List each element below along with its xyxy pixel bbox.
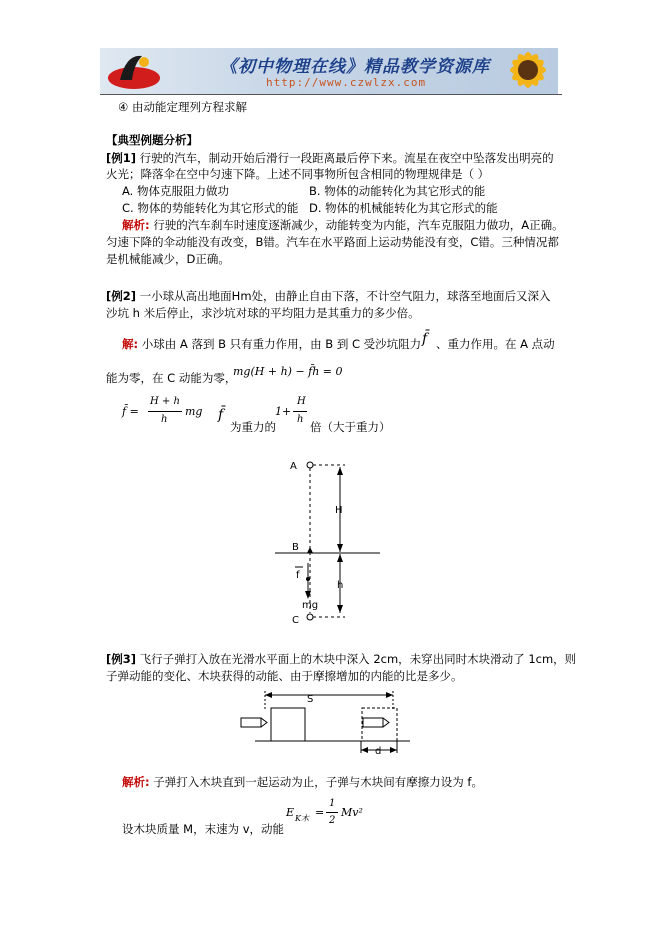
ex1-analysis-line2: 匀速下降的伞动能没有改变，B错。汽车在水平路面上运动势能没有变，C错。三种情况都 [106,235,559,249]
eq2-mg: mg [185,405,203,418]
fig-label-b: B [292,542,299,553]
energy-equation: mg(H + h) − f̄h = 0 [233,365,343,378]
ex3-label: [例3] [106,652,137,666]
ex1-analysis-line3: 是机械能减少，D正确。 [106,252,230,266]
fig-label-d: d [375,746,382,757]
section-title: 【典型例题分析】 [106,133,198,147]
ex1-question-line1: [例1] 行驶的汽车，制动开始后滑行一段距离最后停下来。流星在夜空中坠落发出明亮的 [106,151,554,165]
fraction-bar [326,812,338,813]
ex2-solution-line2: 能为零，在 C 动能为零， [106,371,237,385]
ex1-analysis-line1: 解析: 行驶的汽车刹车时速度逐渐减少，动能转变为内能，汽车克服阻力做功，A正确。 [122,218,564,232]
fig-label-c: C [292,615,299,625]
ratio-denominator: h [297,414,304,425]
ex1-question-line2: 火光；降落伞在空中匀速下降。上述不同事物所包含相同的物理规律是（ ） [106,167,490,181]
intro-item: ④ 由动能定理列方程求解 [118,100,247,114]
ratio-tail: 倍（大于重力） [310,420,391,434]
fraction-bar [148,411,182,412]
eq2-denominator: h [161,414,168,425]
banner-url[interactable]: http://www.czwlzx.com [266,76,427,89]
ke-eq-numerator: 1 [329,798,336,809]
banner-title: 《初中物理在线》精品教学资源库 [220,57,490,77]
fraction-bar [293,411,307,412]
ex3-analysis-line2: 设木块质量 M，末速为 v，动能 [122,822,285,836]
ke-eq-tail: Mv² [341,806,363,819]
ratio-numerator: H [297,396,306,407]
fig-label-f: f [296,570,300,581]
ex1-option-b: B. 物体的动能转化为其它形式的能 [309,184,486,198]
eq2-lhs: f̄ = [122,405,139,418]
ex1-label: [例1] [106,151,137,165]
fbar-symbol: f̄ [422,331,428,347]
eq2-numerator: H + h [150,396,180,407]
falling-ball-figure [270,455,390,625]
ex2-label: [例2] [106,289,137,303]
header-banner [100,48,558,94]
ex2-question-line2: 沙坑 h 米后停止，求沙坑对球的平均阻力是其重力的多少倍。 [106,306,420,320]
banner-divider [100,94,562,95]
fig-label-h-lower: h [337,580,344,591]
ke-eq-lhs: E [286,806,295,819]
fbar-symbol: f̄ [218,407,224,423]
ex2-solution-line1-tail: 、重力作用。在 A 点动 [436,337,555,351]
ex2-solution-label: 解: [122,337,139,351]
ke-eq-denominator: 2 [329,815,336,826]
logo-icon [104,50,164,92]
ex1-option-a: A. 物体克服阻力做功 [122,184,229,198]
ex3-analysis-line1: 解析: 子弹打入木块直到一起运动为止，子弹与木块间有摩擦力设为 f。 [122,775,483,789]
ex3-question-line2: 子弹动能的变化、木块获得的动能、由于摩擦增加的内能的比是多少。 [106,669,463,683]
sunflower-icon [488,48,558,94]
fig-label-mg: mg [302,600,319,611]
ratio-one: 1+ [275,405,292,418]
ratio-text: 为重力的 [230,420,276,434]
bullet-block-figure [235,688,425,763]
ex3-question-line1: [例3] 飞行子弹打入放在光滑水平面上的木块中深入 2cm，未穿出同时木块滑动了 1cm，则 [106,652,577,666]
ke-eq-equals: = [315,806,325,819]
fig-label-s: S [307,694,314,705]
fig-label-h-upper: H [335,505,343,516]
ex3-analysis-label: 解析: [122,775,150,789]
ex2-question-line1: [例2] 一小球从高出地面Hm处，由静止自由下落，不计空气阻力，球落至地面后又深入 [106,289,551,303]
ex1-analysis-label: 解析: [122,218,150,232]
ex1-option-d: D. 物体的机械能转化为其它形式的能 [309,201,498,215]
ex1-option-c: C. 物体的势能转化为其它形式的能 [122,201,299,215]
ke-eq-subscript: K木 [295,814,309,823]
fig-label-a: A [290,461,297,472]
ex2-solution-line1: 解: 小球由 A 落到 B 只有重力作用，由 B 到 C 受沙坑阻力 [122,337,422,351]
